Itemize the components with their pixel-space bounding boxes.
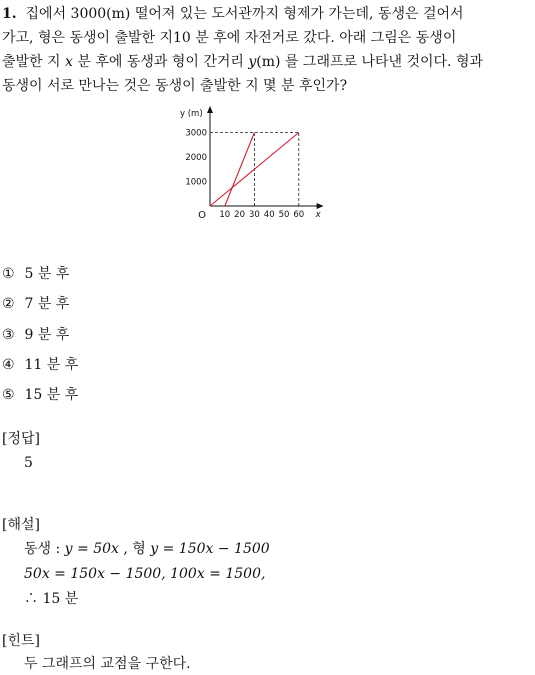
origin-label: O xyxy=(198,210,206,221)
x-axis-arrow xyxy=(317,203,324,209)
option-5-number: ⑤ xyxy=(2,387,15,403)
var-y: y xyxy=(248,54,257,70)
solution-line-1a: 동생 : xyxy=(24,541,65,557)
x-tick-label-10: 10 xyxy=(219,210,231,220)
hint-text: 두 그래프의 교점을 구한다. xyxy=(24,656,191,672)
answer-label: [정답] xyxy=(2,431,40,447)
option-4[interactable] xyxy=(2,355,78,375)
var-x: x xyxy=(65,54,73,70)
solution-line-1 xyxy=(24,538,270,560)
y-axis-label: y (m) xyxy=(180,109,203,119)
question-line-1 xyxy=(2,2,532,26)
solution-line-2 xyxy=(24,563,265,585)
y-tick-label-1000: 1000 xyxy=(185,177,207,188)
option-2-number: ② xyxy=(2,296,15,312)
solution-line-1d: y = 150x − 1500 xyxy=(150,541,270,557)
series-line-2 xyxy=(225,133,255,207)
x-tick-label-60: 60 xyxy=(293,210,305,220)
option-3-number: ③ xyxy=(2,327,15,343)
line3-post: (m) 를 그래프로 나타낸 것이다. 형과 xyxy=(256,54,484,70)
answer-value: 5 xyxy=(24,455,33,471)
solution-line-3: ∴ 15 분 xyxy=(24,591,79,607)
solution-label: [해설] xyxy=(2,517,40,533)
x-tick-label-40: 40 xyxy=(263,210,275,220)
option-1-number: ① xyxy=(2,266,15,282)
question-number: 1. xyxy=(2,6,17,22)
solution-line-1b: y = 50x xyxy=(64,541,119,557)
x-axis-label: x xyxy=(315,210,321,220)
solution-line-2-text: 50x = 150x − 1500, 100x = 1500, xyxy=(24,566,266,582)
option-4-number: ④ xyxy=(2,357,15,373)
question-text xyxy=(2,2,532,98)
x-tick-label-30: 30 xyxy=(248,210,260,220)
question-line-1-text: 집에서 3000(m) 떨어져 있는 도서관까지 형제가 가는데, 동생은 걸어서 xyxy=(25,6,464,22)
x-tick-label-50: 50 xyxy=(278,210,290,220)
hint-label: [힌트] xyxy=(2,633,40,649)
option-4-text: 11 분 후 xyxy=(24,357,79,373)
solution-line-1c: , 형 xyxy=(118,541,151,557)
y-axis-arrow xyxy=(207,106,213,113)
question-line-2: 가고, 형은 동생이 출발한 지10 분 후에 자전거로 갔다. 아래 그림은 동생이 xyxy=(2,30,457,46)
option-5[interactable] xyxy=(2,385,78,405)
distance-time-graph xyxy=(175,104,360,224)
option-2[interactable] xyxy=(2,294,69,314)
question-line-4: 동생이 서로 만나는 것은 동생이 출발한 지 몇 분 후인가? xyxy=(2,78,348,94)
question-line-3 xyxy=(2,50,532,74)
option-3[interactable] xyxy=(2,325,69,345)
option-3-text: 9 분 후 xyxy=(24,327,70,343)
x-tick-label-20: 20 xyxy=(234,210,246,220)
option-1[interactable] xyxy=(2,264,69,284)
y-tick-label-3000: 3000 xyxy=(185,128,207,139)
option-2-text: 7 분 후 xyxy=(24,296,70,312)
option-1-text: 5 분 후 xyxy=(24,266,70,282)
option-5-text: 15 분 후 xyxy=(24,387,79,403)
line3-pre: 출발한 지 xyxy=(2,54,65,70)
y-tick-label-2000: 2000 xyxy=(185,153,207,163)
line3-mid: 분 후에 동생과 형이 간거리 xyxy=(72,54,249,70)
